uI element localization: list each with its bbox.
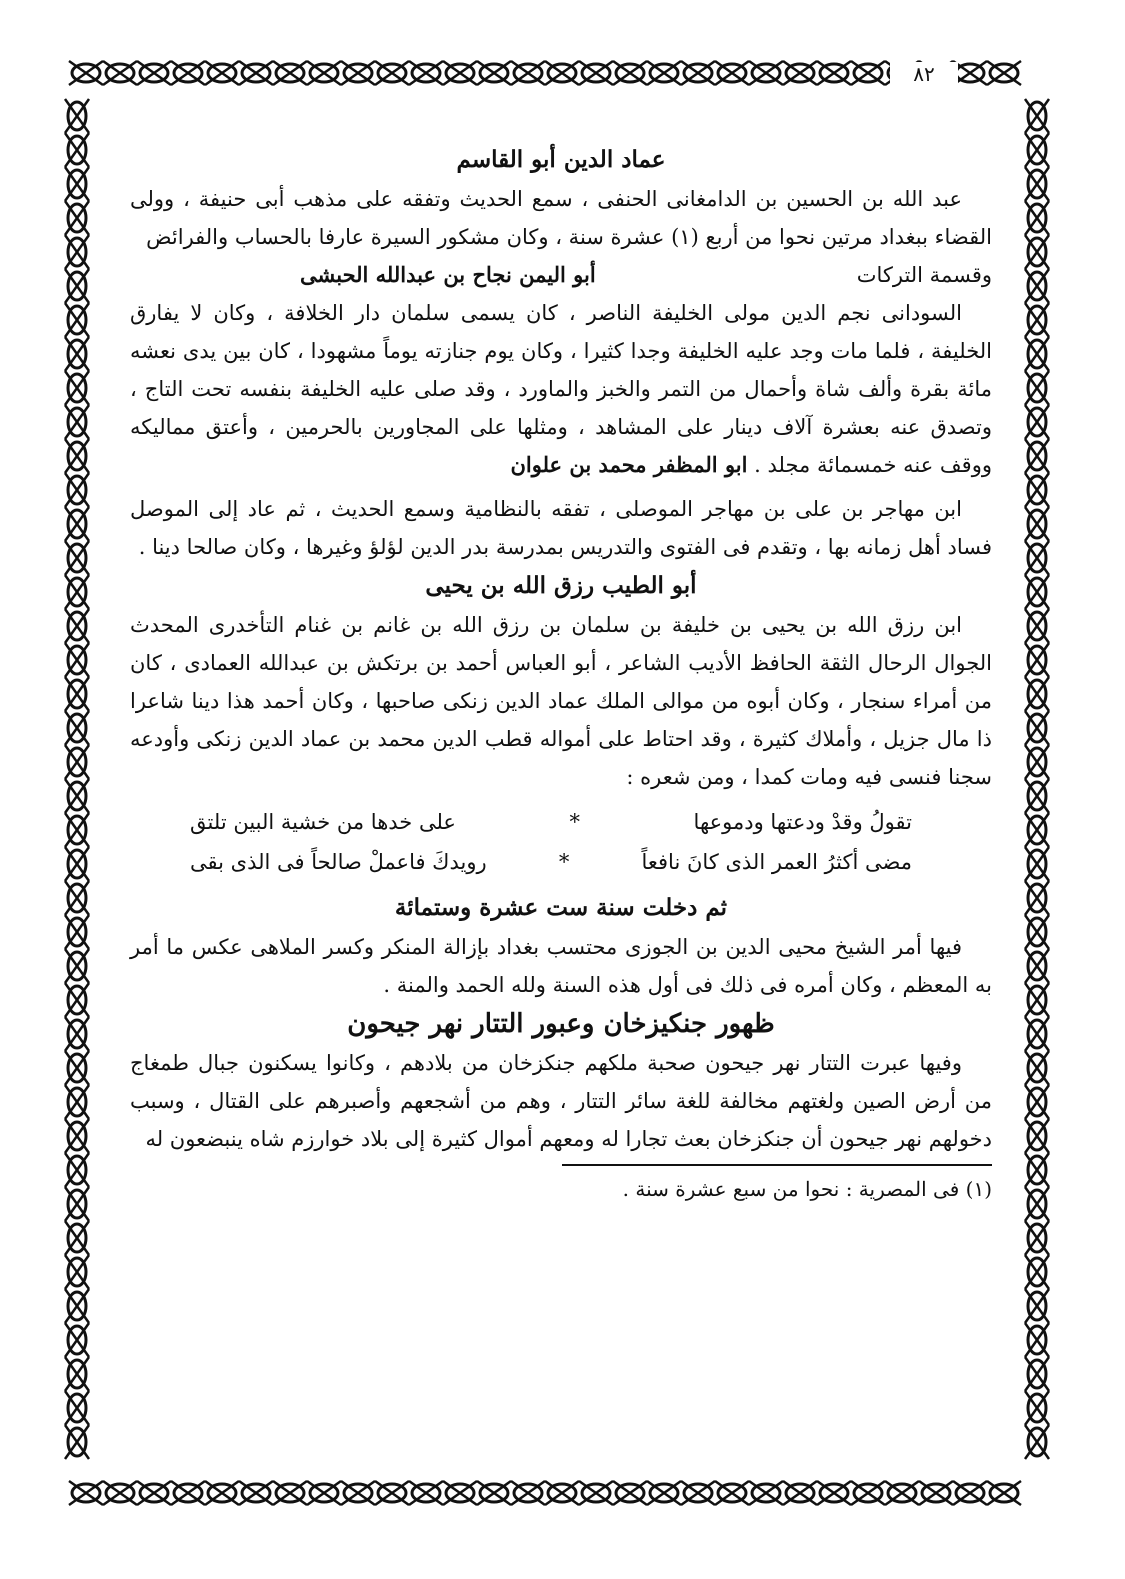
border-link (65, 847, 89, 881)
border-link (65, 643, 89, 677)
border-link (1025, 201, 1049, 235)
border-link (65, 405, 89, 439)
border-link (65, 1425, 89, 1459)
verse-hemistich-first: تقولُ وقدْ ودعتها ودموعها (693, 810, 912, 834)
border-link (65, 99, 89, 133)
border-link (1025, 847, 1049, 881)
border-link (375, 61, 409, 85)
border-link (783, 61, 817, 85)
section-heading-mongol: ظهور جنكيزخان وعبور التتار نهر جيحون (347, 1009, 775, 1039)
border-link (65, 575, 89, 609)
border-link (1025, 643, 1049, 677)
border-link (1025, 1119, 1049, 1153)
border-link (1025, 1221, 1049, 1255)
page-number: ٨٢ (890, 62, 958, 86)
border-link (65, 1119, 89, 1153)
border-link (1025, 1051, 1049, 1085)
border-link (65, 1221, 89, 1255)
border-link (579, 61, 613, 85)
border-link (477, 1481, 511, 1505)
section-heading-muzaffar: ابو المظفر محمد بن علوان (510, 452, 748, 477)
poem-verse (190, 842, 912, 882)
border-link (1025, 303, 1049, 337)
border-link (851, 61, 885, 85)
border-link (715, 1481, 749, 1505)
border-link (1025, 269, 1049, 303)
border-link (1025, 133, 1049, 167)
border-link (1025, 1289, 1049, 1323)
border-link (1025, 949, 1049, 983)
verse-hemistich-second: على خدها من خشية البين تلتق (190, 810, 456, 834)
year-heading: ثم دخلت سنة ست عشرة وستمائة (394, 894, 728, 921)
verse-hemistich-first: مضى أكثرُ العمر الذى كانَ نافعاً (641, 850, 912, 874)
border-link (307, 61, 341, 85)
border-link (65, 1187, 89, 1221)
border-link (65, 983, 89, 1017)
border-link (65, 473, 89, 507)
border-link (511, 1481, 545, 1505)
border-link (783, 1481, 817, 1505)
border-link (1025, 541, 1049, 575)
border-link (647, 1481, 681, 1505)
border-link (851, 1481, 885, 1505)
border-link (307, 1481, 341, 1505)
border-link (1025, 745, 1049, 779)
border-link (205, 61, 239, 85)
border-link (1025, 507, 1049, 541)
border-link (69, 1481, 103, 1505)
border-link (953, 1481, 987, 1505)
verse-separator: * (569, 810, 580, 834)
border-link (205, 1481, 239, 1505)
paragraph-imad: عبد الله بن الحسين بن الدامغانى الحنفى ، سمع الحديث وتفقه على مذهب أبى حنيفة ، وولى القضاء ببغداد مرتين نحوا من أربع (١) عشرة سنة ، وكان مشكور السيرة عارفا بالحساب والفرائض (130, 187, 992, 249)
border-link (749, 1481, 783, 1505)
section-heading-najah: أبو اليمن نجاح بن عبدالله الحبشى (300, 262, 596, 287)
verse-separator: * (558, 850, 570, 874)
poem-verse (190, 802, 912, 842)
poem (190, 802, 912, 882)
border-link (1025, 337, 1049, 371)
border-link (409, 61, 443, 85)
border-link (1025, 1187, 1049, 1221)
border-link (1025, 1153, 1049, 1187)
border-link (65, 677, 89, 711)
border-link (1025, 677, 1049, 711)
border-link (1025, 983, 1049, 1017)
border-link (545, 1481, 579, 1505)
border-link (681, 1481, 715, 1505)
split-line-tarikat (130, 256, 992, 294)
border-link (65, 1255, 89, 1289)
border-link (1025, 1391, 1049, 1425)
border-link (273, 1481, 307, 1505)
border-link (65, 371, 89, 405)
border-link (65, 133, 89, 167)
paragraph-tayyib: ابن رزق الله بن يحيى بن خليفة بن سلمان بن رزق الله بن غانم بن غنام التأخدرى المحدث الجوال الرحال الثقة الحافظ الأديب الشاعر ، أبو العباس أحمد بن برتكش بن عبدالله العمادى ، كان من أمراء سنجار ، وكان أبوه من موالى الملك عماد الدين زنكى صاحبها ، وكان أحمد هذا دينا شاعرا ذا مال جزيل ، وأملاك كثيرة ، وقد احتاط على أمواله قطب الدين محمد بن عماد الدين زنكى وأودعه سجنا فنسى فيه ومات كمدا ، ومن شعره : (130, 613, 992, 789)
border-link (103, 61, 137, 85)
border-link (1025, 575, 1049, 609)
section-heading-imad: عماد الدين أبو القاسم (456, 146, 666, 173)
border-link (1025, 439, 1049, 473)
paragraph-mongol: وفيها عبرت التتار نهر جيحون صحبة ملكهم جنكزخان من بلادهم ، وكانوا يسكنون جبال طمغاج من أرض الصين ولغتهم مخالفة للغة سائر التتار ، وهم من أشجعهم وأصبرهم على القتال ، وسبب دخولهم نهر جيحون أن جنكزخان بعث تجارا له ومعهم أموال كثيرة إلى بلاد خوارزم شاه ينبضعون له (130, 1051, 992, 1151)
paragraph-tail: وقسمة التركات (856, 263, 992, 287)
border-link (749, 61, 783, 85)
border-link (65, 609, 89, 643)
border-link (1025, 1425, 1049, 1459)
paragraph-najah-text: السودانى نجم الدين مولى الخليفة الناصر ، كان يسمى سلمان دار الخلافة ، وكان لا يفارق الخليفة ، فلما مات وجد عليه الخليفة وجدا كثيرا ، وكان يوم جنازته يوماً مشهودا ، كان بين يدى نعشه مائة بقرة وألف شاة وأحمال من التمر والخبز والماورد ، وقد صلى عليه الخليفة بنفسه تحت التاج ، وتصدق عنه بعشرة آلاف دينار على المشاهد ، ومثلها على المجاورين بالحرمين ، وأعتق مماليكه ووقف عنه خمسمائة مجلد . (130, 301, 992, 477)
border-link (817, 61, 851, 85)
border-link (273, 61, 307, 85)
border-link (1025, 99, 1049, 133)
border-link (239, 61, 273, 85)
border-link (65, 779, 89, 813)
border-link (65, 949, 89, 983)
border-link (613, 1481, 647, 1505)
border-link (443, 61, 477, 85)
border-link (1025, 473, 1049, 507)
border-link (65, 439, 89, 473)
border-link (65, 1357, 89, 1391)
border-link (65, 507, 89, 541)
border-link (65, 1153, 89, 1187)
section-heading-tayyib: أبو الطيب رزق الله بن يحيى (425, 572, 697, 599)
border-link (1025, 915, 1049, 949)
border-link (1025, 711, 1049, 745)
border-link (65, 745, 89, 779)
border-link (65, 813, 89, 847)
border-link (65, 1289, 89, 1323)
border-link (65, 337, 89, 371)
border-link (69, 61, 103, 85)
paragraph-muzaffar: ابن مهاجر بن على بن مهاجر الموصلى ، تفقه بالنظامية وسمع الحديث ، ثم عاد إلى الموصل فساد أهل زمانه بها ، وتقدم فى الفتوى والتدريس بمدرسة بدر الدين لؤلؤ وغيرها ، وكان صالحا دينا . (130, 497, 992, 559)
border-link (103, 1481, 137, 1505)
border-link (65, 269, 89, 303)
border-link (715, 61, 749, 85)
border-link (1025, 405, 1049, 439)
border-link (65, 167, 89, 201)
border-link (987, 1481, 1021, 1505)
border-link (65, 1391, 89, 1425)
border-link (171, 1481, 205, 1505)
border-link (341, 1481, 375, 1505)
border-link (953, 61, 987, 85)
border-link (65, 201, 89, 235)
border-link (477, 61, 511, 85)
border-link (341, 61, 375, 85)
border-link (579, 1481, 613, 1505)
border-link (1025, 167, 1049, 201)
paragraph-year: فيها أمر الشيخ محيى الدين بن الجوزى محتسب بغداد بإزالة المنكر وكسر الملاهى عكس ما أمر به المعظم ، وكان أمره فى ذلك فى أول هذه السنة ولله الحمد والمنة . (130, 935, 992, 997)
border-link (1025, 1357, 1049, 1391)
border-link (65, 541, 89, 575)
border-link (65, 881, 89, 915)
border-link (919, 1481, 953, 1505)
border-link (65, 915, 89, 949)
border-link (1025, 1017, 1049, 1051)
border-link (65, 711, 89, 745)
border-link (65, 303, 89, 337)
border-link (1025, 1323, 1049, 1357)
border-link (1025, 1255, 1049, 1289)
border-link (1025, 371, 1049, 405)
border-link (1025, 779, 1049, 813)
border-link (647, 61, 681, 85)
border-link (1025, 881, 1049, 915)
border-link (443, 1481, 477, 1505)
page-content (130, 140, 992, 1208)
border-link (65, 1085, 89, 1119)
border-link (613, 61, 647, 85)
border-link (511, 61, 545, 85)
border-link (1025, 609, 1049, 643)
verse-hemistich-second: رويدكَ فاعملْ صالحاً فى الذى بقى (190, 850, 487, 874)
border-link (885, 1481, 919, 1505)
border-link (65, 1051, 89, 1085)
border-link (545, 61, 579, 85)
paragraph-najah (130, 294, 992, 484)
border-link (137, 61, 171, 85)
border-link (817, 1481, 851, 1505)
border-link (1025, 813, 1049, 847)
border-link (1025, 1085, 1049, 1119)
border-link (681, 61, 715, 85)
border-link (1025, 235, 1049, 269)
border-link (65, 1323, 89, 1357)
border-link (137, 1481, 171, 1505)
border-link (65, 1017, 89, 1051)
border-link (239, 1481, 273, 1505)
footnote-divider (562, 1164, 992, 1166)
border-link (987, 61, 1021, 85)
border-link (171, 61, 205, 85)
footnote: (١) فى المصرية : نحوا من سبع عشرة سنة . (622, 1177, 992, 1201)
border-link (65, 235, 89, 269)
border-link (375, 1481, 409, 1505)
border-link (409, 1481, 443, 1505)
